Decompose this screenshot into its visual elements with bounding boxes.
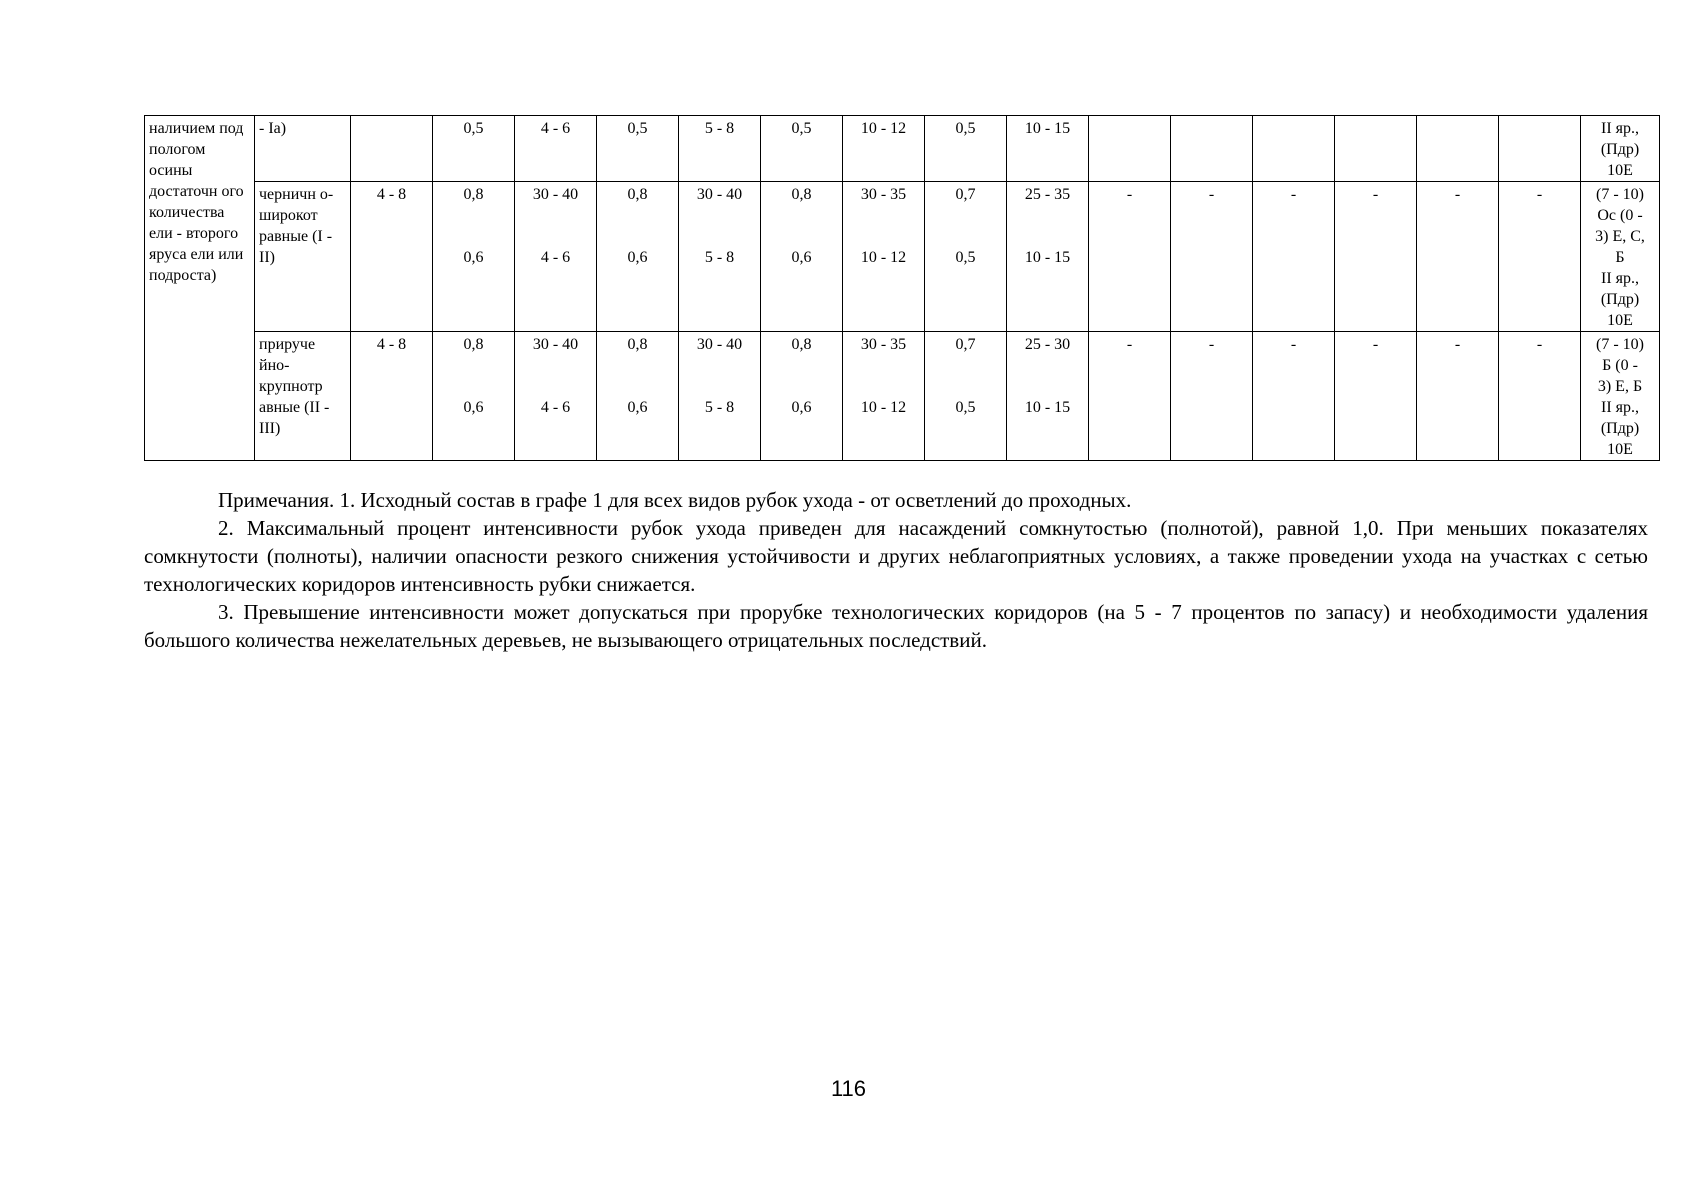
density-value: 0,5 [955,399,976,416]
intensity-value: 30 - 40 [696,186,743,203]
density-value: 0,5 [627,120,648,137]
density-value: 0,6 [463,399,484,416]
age-cell [351,182,433,332]
density-value: 0,6 [791,249,812,266]
type-cell [255,182,351,332]
table-notes [144,486,1648,654]
empty-cell [1171,116,1253,182]
dash-value: - [1536,336,1543,353]
density-value: 0,5 [955,120,976,137]
composition-cell [1581,332,1660,461]
composition-line: 10Е [1607,312,1633,329]
dash-cell [1171,182,1253,332]
value-cell [843,332,925,461]
type-cell [255,332,351,461]
intensity-value: 4 - 6 [540,399,571,416]
value-cell [679,182,761,332]
age-cell [351,116,433,182]
density-value: 0,6 [627,399,648,416]
dash-value: - [1454,336,1461,353]
composition-line: (Пдр) [1600,420,1640,437]
dash-value: - [1208,336,1215,353]
density-value: 0,6 [627,249,648,266]
dash-value: - [1126,186,1133,203]
density-value: 0,7 [955,336,976,353]
dash-cell [1417,182,1499,332]
composition-cell [1581,116,1660,182]
dash-cell [1253,332,1335,461]
forest-subtype-label: - Iа) [259,120,287,137]
intensity-value: 4 - 6 [540,120,571,137]
value-cell [925,332,1007,461]
density-value: 0,8 [463,336,484,353]
composition-line: Б [1615,249,1625,266]
density-value: 0,8 [463,186,484,203]
dash-value: - [1290,186,1297,203]
value-cell [1007,116,1089,182]
intensity-value: 10 - 12 [860,399,907,416]
value-cell [843,116,925,182]
dash-cell [1089,332,1171,461]
density-value: 0,8 [627,186,648,203]
intensity-value: 30 - 40 [532,336,579,353]
empty-cell [1253,116,1335,182]
dash-value: - [1454,186,1461,203]
dash-value: - [1208,186,1215,203]
density-value: 0,5 [463,120,484,137]
composition-line: II яр., [1600,270,1639,287]
dash-value: - [1126,336,1133,353]
dash-cell [1499,332,1581,461]
intensity-value: 25 - 35 [1024,186,1071,203]
dash-value: - [1536,186,1543,203]
value-cell [597,116,679,182]
forest-subtype-label: приручe йно- крупнотр авные (II - III) [259,336,330,437]
dash-cell [1417,332,1499,461]
table-row [145,182,1660,332]
density-value: 0,6 [463,249,484,266]
age-value: 4 - 8 [376,336,407,353]
value-cell [597,182,679,332]
value-cell [1007,332,1089,461]
density-value: 0,6 [791,399,812,416]
value-cell [433,332,515,461]
intensity-value: 5 - 8 [704,399,735,416]
forest-subtype-label: черничн о- широкот равные (I - II) [259,186,334,266]
intensity-value: 30 - 40 [532,186,579,203]
value-cell [433,182,515,332]
value-cell [761,182,843,332]
intensity-value: 10 - 15 [1024,120,1071,137]
empty-cell [1499,116,1581,182]
intensity-value: 30 - 35 [860,336,907,353]
empty-cell [1417,116,1499,182]
value-cell [679,332,761,461]
composition-line: 3) Е, Б [1597,378,1643,395]
intensity-value: 10 - 15 [1024,249,1071,266]
composition-line: (7 - 10) [1596,186,1644,203]
composition-line: 3) Е, С, [1595,228,1645,245]
composition-line: II яр., [1600,120,1639,137]
composition-line: 10Е [1607,162,1633,179]
composition-line: 10Е [1607,441,1633,458]
value-cell [925,116,1007,182]
age-cell [351,332,433,461]
intensity-value: 30 - 40 [696,336,743,353]
forest-type-description: наличием под пологом осины достаточн ого количества ели - второго яруса ели или подроста) [149,120,244,284]
density-value: 0,5 [791,120,812,137]
dash-value: - [1372,186,1379,203]
density-value: 0,8 [791,336,812,353]
value-cell [433,116,515,182]
intensity-value: 10 - 12 [860,120,907,137]
intensity-value: 25 - 30 [1024,336,1071,353]
forest-type-description-cell [145,116,255,461]
intensity-value: 30 - 35 [860,186,907,203]
forest-thinning-table [144,115,1660,461]
density-value: 0,7 [955,186,976,203]
table-row [145,332,1660,461]
composition-line: Ос (0 - [1597,207,1643,224]
page-number: 116 [830,1076,867,1101]
value-cell [925,182,1007,332]
type-cell [255,116,351,182]
composition-line: (7 - 10) [1596,336,1644,353]
intensity-value: 5 - 8 [704,120,735,137]
note-paragraph: Примечания. 1. Исходный состав в графе 1 для всех видов рубок ухода - от осветлений до проходных. [218,488,1132,512]
dash-cell [1171,332,1253,461]
intensity-value: 10 - 15 [1024,399,1071,416]
value-cell [679,116,761,182]
value-cell [515,116,597,182]
note-paragraph: 3. Превышение интенсивности может допускаться при прорубке технологических коридоров (на 5 - 7 процентов по запасу) и необходимости удаления большого количества нежелательных деревьев, не вызывающего отрицательных последствий. [144,600,1648,652]
intensity-value: 4 - 6 [540,249,571,266]
value-cell [515,332,597,461]
dash-cell [1335,182,1417,332]
table-row [145,116,1660,182]
value-cell [761,332,843,461]
note-paragraph: 2. Максимальный процент интенсивности рубок ухода приведен для насаждений сомкнутостью (полнотой), равной 1,0. При меньших показателях сомкнутости (полноты), наличии опасности резкого снижения устойчивости и других неблагоприятных условиях, а также проведении ухода на участках с сетью технологических коридоров интенсивность рубки снижается. [144,516,1648,596]
composition-line: (Пдр) [1600,141,1640,158]
empty-cell [1335,116,1417,182]
composition-line: Б (0 - [1602,357,1638,374]
dash-value: - [1290,336,1297,353]
intensity-value: 5 - 8 [704,249,735,266]
age-value: 4 - 8 [376,186,407,203]
value-cell [1007,182,1089,332]
density-value: 0,8 [791,186,812,203]
dash-cell [1089,182,1171,332]
value-cell [597,332,679,461]
composition-cell [1581,182,1660,332]
dash-cell [1253,182,1335,332]
value-cell [515,182,597,332]
dash-cell [1335,332,1417,461]
intensity-value: 10 - 12 [860,249,907,266]
dash-value: - [1372,336,1379,353]
composition-line: (Пдр) [1600,291,1640,308]
value-cell [843,182,925,332]
density-value: 0,5 [955,249,976,266]
value-cell [761,116,843,182]
dash-cell [1499,182,1581,332]
composition-line: II яр., [1600,399,1639,416]
density-value: 0,8 [627,336,648,353]
empty-cell [1089,116,1171,182]
